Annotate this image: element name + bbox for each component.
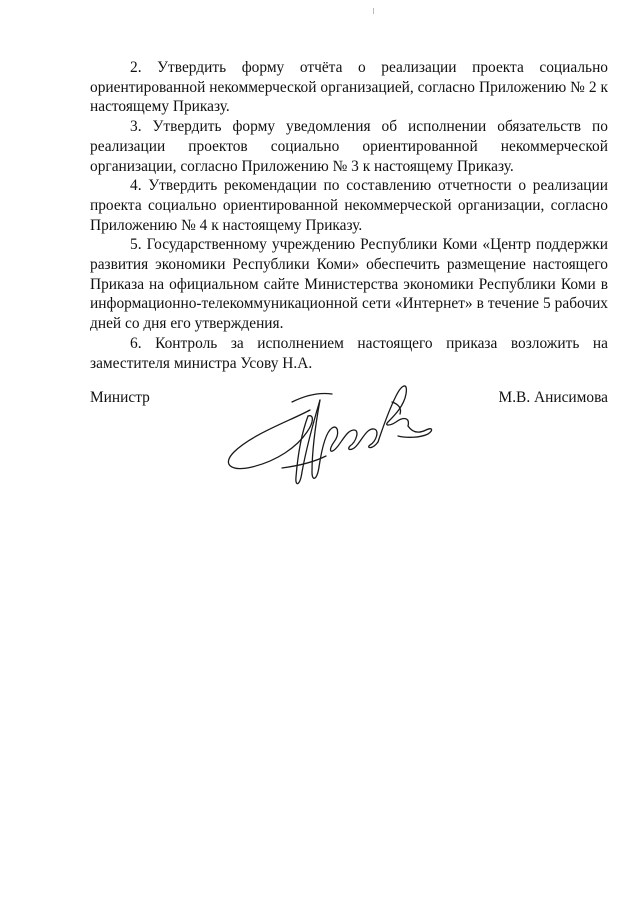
- scan-artifact: [373, 8, 374, 14]
- document-body: [90, 58, 608, 373]
- paragraph-item-5: 5. Государственному учреждению Республики Коми «Центр поддержки развития экономики Республики Коми» обеспечить размещение настоящего Приказа на официальном сайте Министерства экономики Республики Коми в информационно-телекоммуникационной сети «Интернет» в течение 5 рабочих дней со дня его утверждения.: [90, 236, 608, 333]
- paragraph-item-4: 4. Утвердить рекомендации по составлению отчетности о реализации проекта социально ориентированной некоммерческой организации, согласно Приложению № 4 к настоящему Приказу.: [90, 177, 608, 234]
- signatory-name: М.В. Анисимова: [498, 389, 608, 406]
- paragraph-item-3: 3. Утвердить форму уведомления об исполнении обязательств по реализации проектов социально ориентированной некоммерческой организации, согласно Приложению № 3 к настоящему Приказу.: [90, 118, 608, 175]
- paragraph-item-6: 6. Контроль за исполнением настоящего приказа возложить на заместителя министра Усову Н.А.: [90, 334, 608, 372]
- handwritten-signature: [222, 372, 442, 497]
- paragraph-item-2: 2. Утвердить форму отчёта о реализации проекта социально ориентированной некоммерческой организацией, согласно Приложению № 2 к настоящему Приказу.: [90, 59, 608, 116]
- signatory-title: Министр: [90, 389, 150, 406]
